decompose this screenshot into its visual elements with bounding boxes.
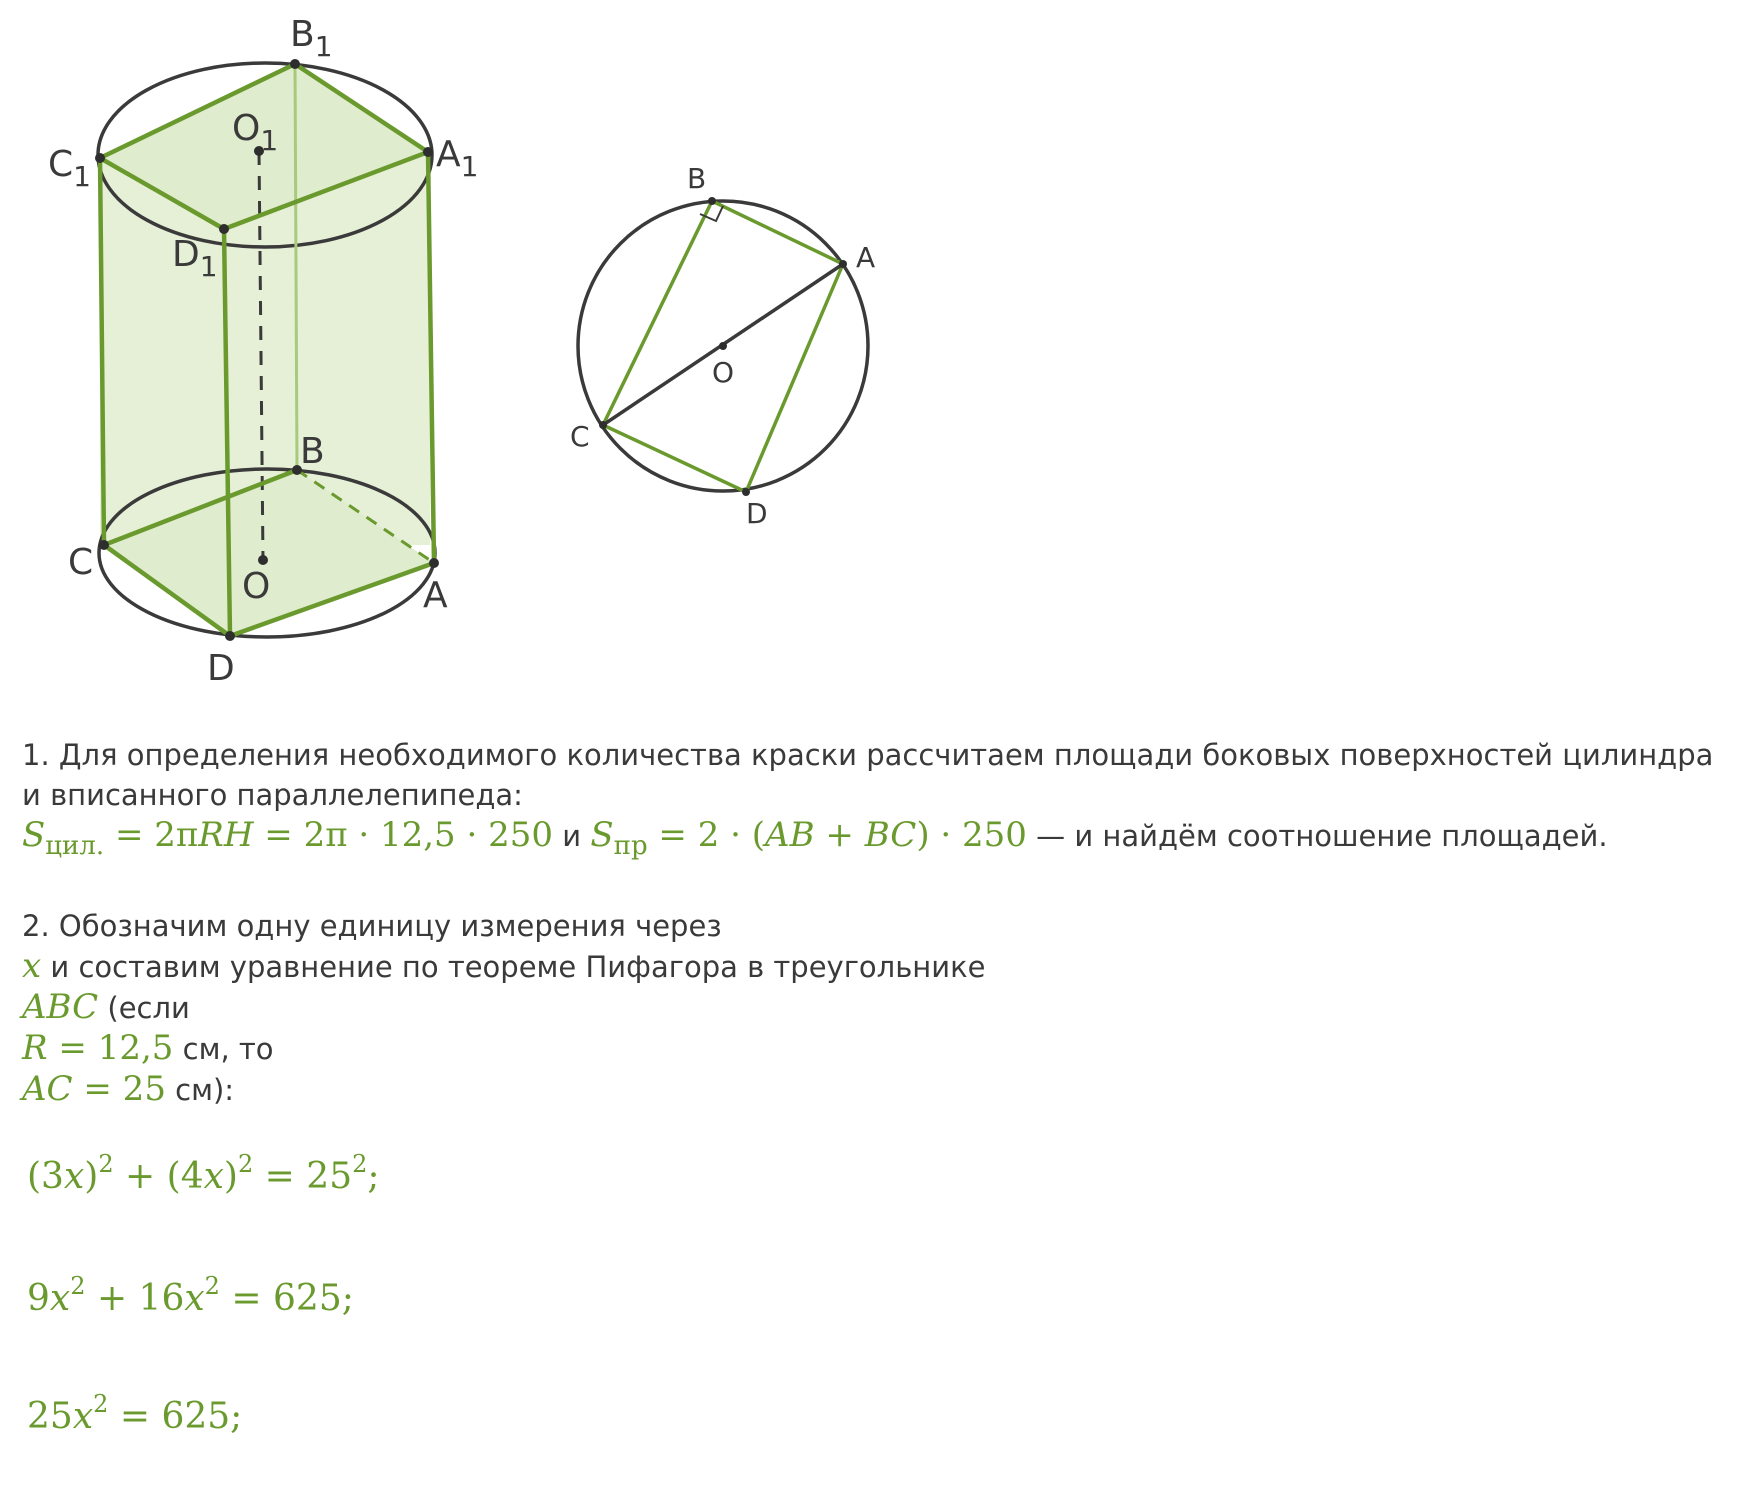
point-B1 — [290, 59, 300, 69]
point-O — [258, 555, 268, 565]
step2-line1: 2. Обозначим одну единицу измерения через — [22, 909, 722, 943]
formula-s-pr: $S_{пр} = 2 \cdot (AB + BC) \cdot 250$ — [590, 815, 1027, 861]
label-O: O — [712, 356, 735, 389]
step1-and: и — [553, 819, 591, 853]
equation-2: $9x^2 + 16x^2 = 625$; — [27, 1272, 354, 1319]
step2-line5: см): — [165, 1073, 235, 1107]
point-O — [719, 342, 727, 350]
label-O: O — [242, 566, 271, 607]
label-C: C — [570, 420, 590, 453]
point-D — [225, 631, 235, 641]
equation-3: $25x^2 = 625$; — [27, 1390, 243, 1437]
label-O1: $O_1$ — [232, 108, 279, 157]
label-D: D — [746, 497, 768, 530]
label-D1: $D_1$ — [172, 234, 218, 283]
label-A: A — [856, 241, 876, 274]
point-A — [429, 558, 439, 568]
point-B — [708, 197, 716, 205]
formula-r: R = 12,5 — [22, 1028, 174, 1068]
label-C: C — [68, 542, 94, 583]
point-C1 — [95, 153, 105, 163]
formula-s-cyl: $S_{цил.} = 2\pi RH = 2\pi \cdot 12,5 \cdot 250$ — [22, 815, 554, 861]
step1-paragraph — [22, 735, 1737, 866]
label-B: B — [687, 162, 707, 195]
cylinder-figure — [48, 14, 478, 689]
step1-text: 1. Для определения необходимого количества краски рассчитаем площади боковых поверхностей цилиндра и вписанного параллелепипеда: — [22, 738, 1714, 812]
var-abc: ABC — [22, 987, 99, 1027]
point-D1 — [219, 224, 229, 234]
label-B: B — [300, 431, 325, 472]
geometry-figures — [0, 0, 1757, 720]
var-x: x — [22, 946, 42, 986]
label-A: A — [423, 575, 448, 616]
point-A — [839, 260, 847, 268]
step1-tail: — и найдём соотношение площадей. — [1026, 819, 1608, 853]
label-D: D — [207, 648, 235, 689]
step2-line4: см, то — [173, 1032, 274, 1066]
circle-figure — [570, 162, 875, 530]
label-A1: $A_1$ — [436, 134, 479, 183]
point-D — [742, 488, 750, 496]
edge-BB1 — [295, 64, 297, 470]
step2-line2: и составим уравнение по теореме Пифагора в треугольнике — [41, 950, 986, 984]
equation-1: $(3x)^2 + (4x)^2 = 25^2$; — [27, 1150, 380, 1197]
point-C — [99, 540, 109, 550]
formula-ac: AC = 25 — [22, 1069, 166, 1109]
point-C — [599, 421, 607, 429]
solution-text — [22, 735, 1737, 1110]
step2-line3: (если — [98, 991, 190, 1025]
step2-paragraph — [22, 906, 1737, 1110]
label-C1: $C_1$ — [48, 144, 91, 193]
point-A1 — [423, 147, 433, 157]
label-B1: $B_1$ — [290, 14, 333, 63]
